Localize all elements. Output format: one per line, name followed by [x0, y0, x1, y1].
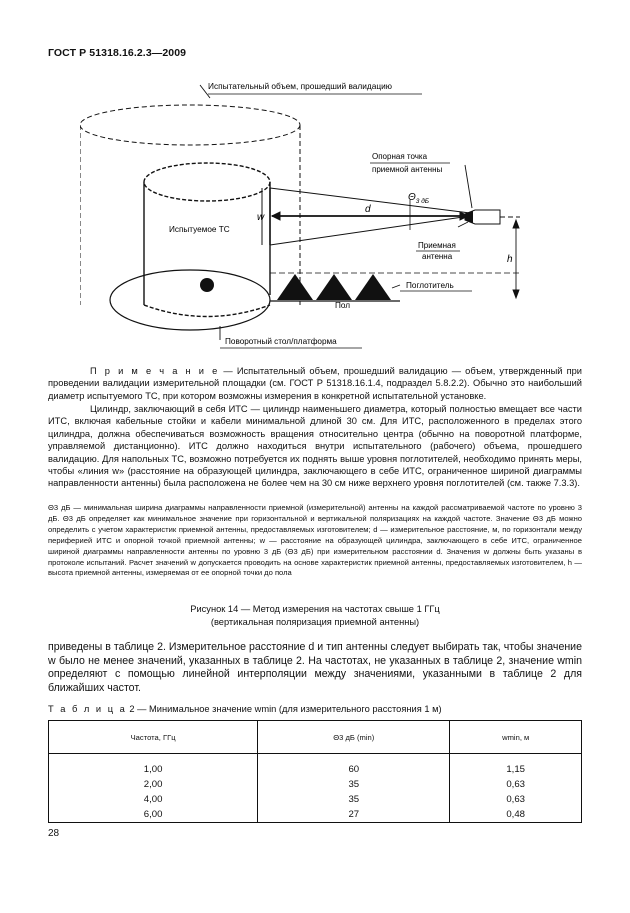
beam-lines [262, 188, 470, 245]
col-header-theta: Θ3 дБ (min) [258, 721, 450, 754]
label-theta: $\Theta_{3 дБ}$ [408, 192, 430, 205]
label-floor: Пол [335, 301, 351, 310]
data-table [48, 720, 582, 823]
col-header-frequency: Частота, ГГц [49, 721, 258, 754]
figure-legend: Θ3 дБ — минимальная ширина диаграммы направленности приемной (измерительной) антенны на каждой рассматриваемой частоте по уровню 3 дБ. Θ3 дБ определяет как минимальное значение при горизонтальной и вертикальной поляризациях на каждой частоте. Значение Θ3 дБ можно определить с учетом характеристик приемной антенны, предоставляемых изготовителем; d — измерительное расстояние, м, по горизонтали между периферией ИТС и опорной точкой приемной антенны; w — расстояние на образующей цилиндра, заключающего в себе ИТС, ограниченное шириной диаграммы направленности антенны по уровню 3 дБ (Θ3 дБ) при измерительном расстоянии d. Значения w должны быть указаны в протоколе испытаний. Расчет значений w допускается проводить на основе характеристик приемной антенны, предоставляемых изготовителем, h — высота приемной антенны, измеряемая от ее опорной точки до пола [48, 503, 582, 578]
label-h: h [507, 254, 513, 265]
label-absorber: Поглотитель [406, 281, 454, 290]
height-dimension [513, 220, 519, 298]
table-row: 6,00 27 0,48 [49, 807, 582, 823]
body-paragraph: приведены в таблице 2. Измерительное расстояние d и тип антенны следует выбирать так, чтобы значение w было не менее значений, указанных в таблице 2. На частотах, не указанных в таблице 2, значение wmin определяют с помощью линейной интерполяции между значениями, указанными в таблице 2 для ближайших частот. [48, 641, 582, 694]
label-validated-volume: Испытательный объем, прошедший валидацию [208, 81, 392, 91]
cylinder-definition: Цилиндр, заключающий в себя ИТС — цилиндр наименьшего диаметра, который полностью вмещает все части ИТС, включая кабельные стойки и кабели минимальной длиной 30 см. Для ИТС, расположенного в пределах этого цилиндра, должна обеспечиваться возможность вращения относительно центра (обычно на поворотной платформе, управляемой дистанционно). ИТС должно находиться внутри испытательного (рабочего) объема, прошедшего валидацию. Для напольных ТС, возможно потребуется их поднять выше уровня поглотителей, необходимо принять меры, чтобы «линия w» (расстояние на образующей цилиндра, заключающего в себе ИТС, ограниченное шириной диаграммы направленности антенны) была расположена не более чем на 30 см ниже верхнего уровня поглотителей (см. также 7.3.3). [48, 404, 582, 489]
table-row: 4,00 35 0,63 [49, 792, 582, 807]
measurement-figure [80, 70, 550, 360]
turntable-center [200, 278, 214, 292]
figure-note: П р и м е ч а н и е — Испытательный объем, прошедший валидацию — объем, утвержденный при проведении валидации измерительной площадки (см. ГОСТ Р 51318.16.1.4, подраздел 5.8.2.2). Обычно это наибольший диаметр испытуемого ТС, при котором возможны измерения в конкретной испытательной установке. [48, 366, 582, 401]
table-row: 2,00 35 0,63 [49, 777, 582, 792]
label-w: w [257, 212, 265, 223]
table-title: Т а б л и ц а 2 — Минимальное значение wmin (для измерительного расстояния 1 м) [48, 704, 442, 714]
label-eut: Испытуемое ТС [169, 225, 230, 234]
page-number: 28 [48, 828, 60, 839]
figure-caption-line2: (вертикальная поляризация приемной антенны) [210, 617, 420, 627]
figure-caption-line1: Рисунок 14 — Метод измерения на частотах свыше 1 ГГц [190, 604, 440, 614]
document-header: ГОСТ Р 51318.16.2.3—2009 [48, 47, 187, 59]
label-antenna-1: Приемная [418, 241, 456, 250]
receiving-antenna [465, 210, 520, 224]
col-header-wmin: wmin, м [450, 721, 582, 754]
label-ref-point-1: Опорная точка [372, 152, 428, 161]
label-turntable: Поворотный стол/платформа [225, 337, 337, 346]
label-antenna-2: антенна [422, 252, 453, 261]
turntable [110, 270, 270, 330]
label-ref-point-2: приемной антенны [372, 165, 443, 174]
table-row: 1,00 60 1,15 [49, 754, 582, 778]
label-d: d [365, 204, 371, 215]
absorbers [277, 274, 391, 300]
